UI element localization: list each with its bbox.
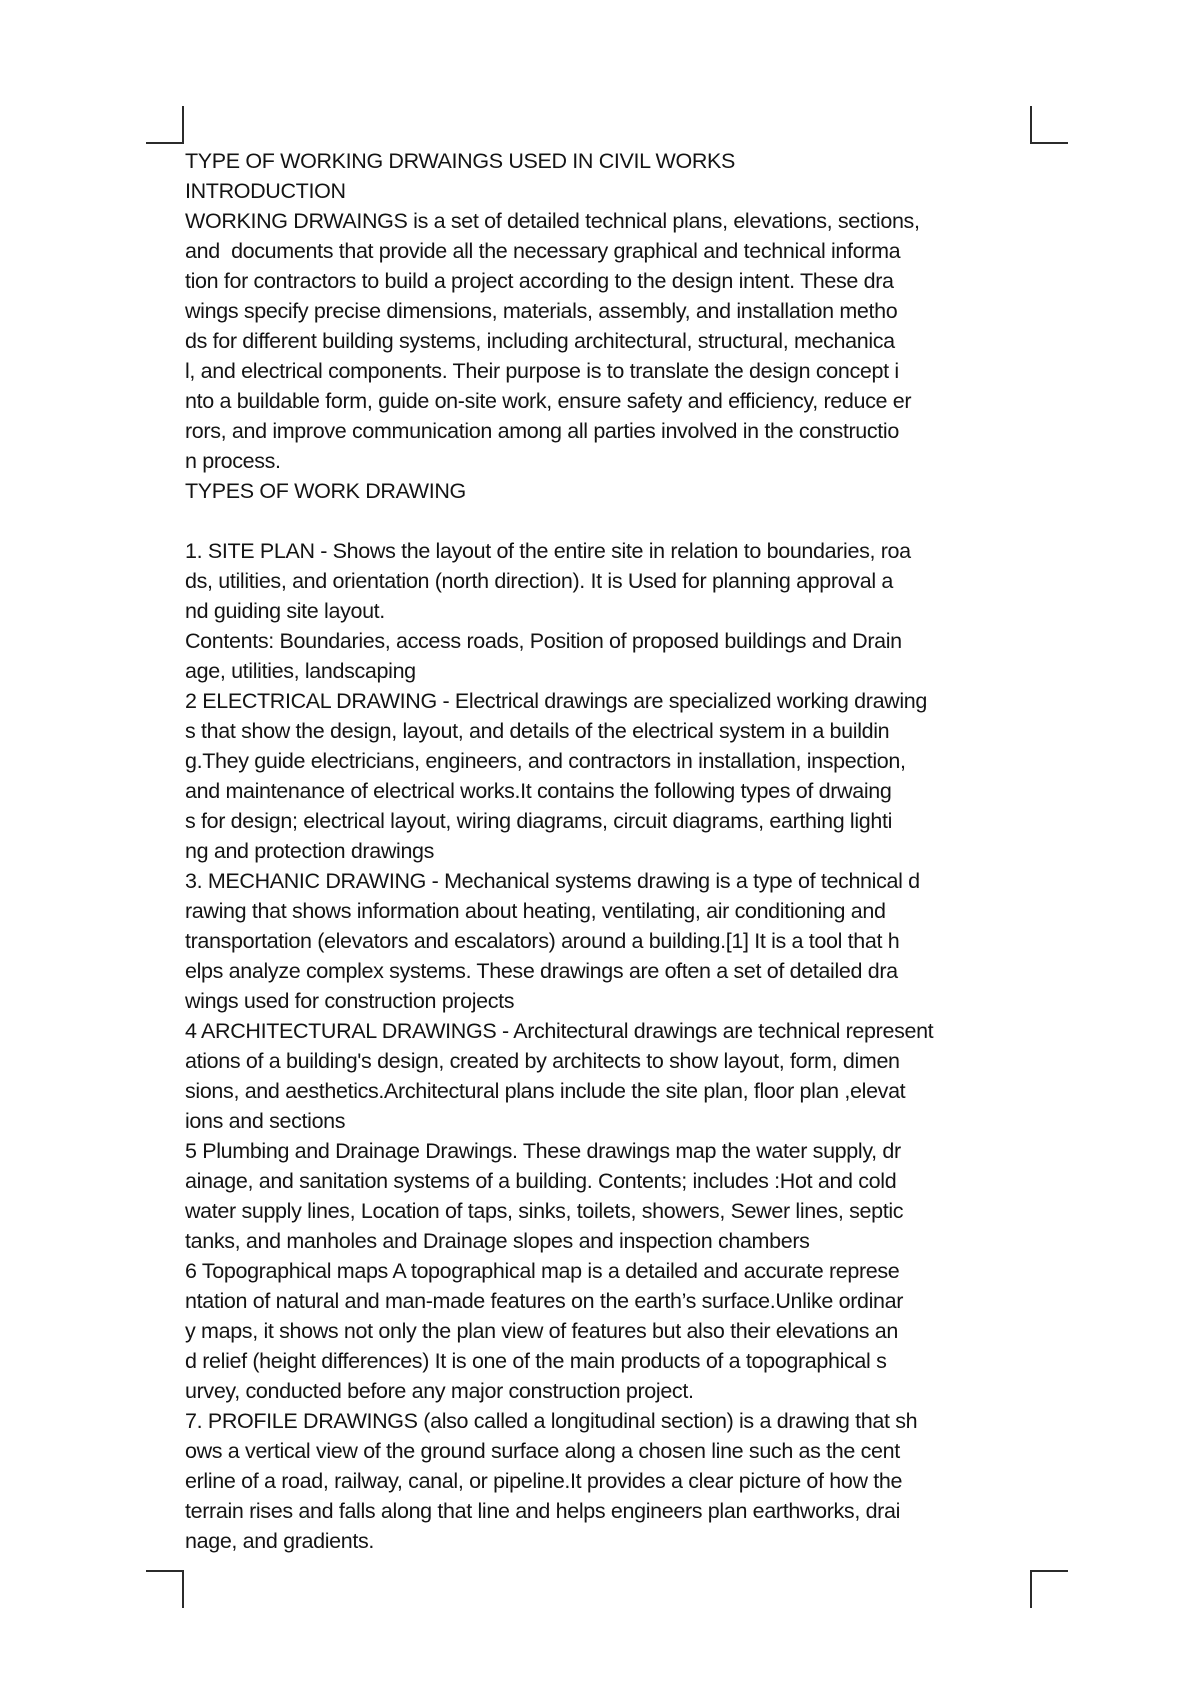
paragraph-line: erline of a road, railway, canal, or pipeline.It provides a clear picture of how the: [185, 1469, 903, 1493]
paragraph-line: ions and sections: [185, 1109, 346, 1133]
paragraph-line: 3. MECHANIC DRAWING - Mechanical systems drawing is a type of technical d: [185, 869, 920, 893]
paragraph-line: elps analyze complex systems. These drawings are often a set of detailed dra: [185, 959, 898, 983]
paragraph-line: s for design; electrical layout, wiring diagrams, circuit diagrams, earthing lighti: [185, 809, 893, 833]
crop-mark-top-right: [1030, 106, 1068, 144]
crop-mark-top-left: [146, 106, 184, 144]
paragraph-line: n process.: [185, 449, 281, 473]
plumbing-drainage-section: [185, 1136, 1035, 1256]
paragraph-line: ations of a building's design, created by architects to show layout, form, dimen: [185, 1049, 900, 1073]
paragraph-line: ainage, and sanitation systems of a building. Contents; includes :Hot and cold: [185, 1169, 897, 1193]
intro-paragraph: [185, 206, 1035, 476]
mechanic-drawing-section: [185, 866, 1035, 1016]
paragraph-line: nage, and gradients.: [185, 1529, 375, 1553]
paragraph-line: 6 Topographical maps A topographical map is a detailed and accurate represe: [185, 1259, 900, 1283]
blank-line: [185, 506, 1035, 536]
paragraph-line: 1. SITE PLAN - Shows the layout of the entire site in relation to boundaries, roa: [185, 539, 911, 563]
site-plan-section: [185, 536, 1035, 686]
paragraph-line: and maintenance of electrical works.It contains the following types of drwaing: [185, 779, 892, 803]
paragraph-line: WORKING DRWAINGS is a set of detailed technical plans, elevations, sections,: [185, 209, 920, 233]
paragraph-line: ds for different building systems, including architectural, structural, mechanica: [185, 329, 895, 353]
paragraph-line: tanks, and manholes and Drainage slopes and inspection chambers: [185, 1229, 810, 1253]
paragraph-line: age, utilities, landscaping: [185, 659, 416, 683]
architectural-drawings-section: [185, 1016, 1035, 1136]
paragraph-line: s that show the design, layout, and details of the electrical system in a buildin: [185, 719, 890, 743]
paragraph-line: ng and protection drawings: [185, 839, 435, 863]
crop-mark-bottom-right: [1030, 1570, 1068, 1608]
paragraph-line: d relief (height differences) It is one of the main products of a topographical s: [185, 1349, 887, 1373]
paragraph-line: urvey, conducted before any major construction project.: [185, 1379, 694, 1403]
intro-heading: INTRODUCTION: [185, 179, 346, 203]
paragraph-line: tion for contractors to build a project according to the design intent. These dra: [185, 269, 894, 293]
paragraph-line: Contents: Boundaries, access roads, Position of proposed buildings and Drain: [185, 629, 902, 653]
paragraph-line: water supply lines, Location of taps, sinks, toilets, showers, Sewer lines, septic: [185, 1199, 904, 1223]
document-body: [185, 146, 1035, 1556]
types-heading: TYPES OF WORK DRAWING: [185, 479, 466, 503]
paragraph-line: 2 ELECTRICAL DRAWING - Electrical drawings are specialized working drawing: [185, 689, 927, 713]
paragraph-line: 7. PROFILE DRAWINGS (also called a longitudinal section) is a drawing that sh: [185, 1409, 918, 1433]
paragraph-line: l, and electrical components. Their purpose is to translate the design concept i: [185, 359, 899, 383]
paragraph-line: nto a buildable form, guide on-site work, ensure safety and efficiency, reduce er: [185, 389, 912, 413]
paragraph-line: g.They guide electricians, engineers, and contractors in installation, inspection,: [185, 749, 906, 773]
paragraph-line: wings specify precise dimensions, materials, assembly, and installation metho: [185, 299, 898, 323]
document-title: TYPE OF WORKING DRWAINGS USED IN CIVIL WORKS: [185, 149, 736, 173]
paragraph-line: wings used for construction projects: [185, 989, 515, 1013]
paragraph-line: ntation of natural and man-made features on the earth’s surface.Unlike ordinar: [185, 1289, 904, 1313]
paragraph-line: ows a vertical view of the ground surface along a chosen line such as the cent: [185, 1439, 900, 1463]
paragraph-line: terrain rises and falls along that line and helps engineers plan earthworks, drai: [185, 1499, 901, 1523]
paragraph-line: 4 ARCHITECTURAL DRAWINGS - Architectural drawings are technical represent: [185, 1019, 934, 1043]
paragraph-line: transportation (elevators and escalators) around a building.[1] It is a tool that h: [185, 929, 900, 953]
paragraph-line: ds, utilities, and orientation (north direction). It is Used for planning approval a: [185, 569, 893, 593]
paragraph-line: y maps, it shows not only the plan view of features but also their elevations an: [185, 1319, 898, 1343]
crop-mark-bottom-left: [146, 1570, 184, 1608]
paragraph-line: and documents that provide all the necessary graphical and technical informa: [185, 239, 901, 263]
paragraph-line: rors, and improve communication among all parties involved in the constructio: [185, 419, 899, 443]
paragraph-line: nd guiding site layout.: [185, 599, 385, 623]
paragraph-line: sions, and aesthetics.Architectural plans include the site plan, floor plan ,elevat: [185, 1079, 906, 1103]
topographical-maps-section: [185, 1256, 1035, 1406]
paragraph-line: 5 Plumbing and Drainage Drawings. These drawings map the water supply, dr: [185, 1139, 901, 1163]
paragraph-line: rawing that shows information about heating, ventilating, air conditioning and: [185, 899, 886, 923]
profile-drawings-section: [185, 1406, 1035, 1556]
electrical-drawing-section: [185, 686, 1035, 866]
